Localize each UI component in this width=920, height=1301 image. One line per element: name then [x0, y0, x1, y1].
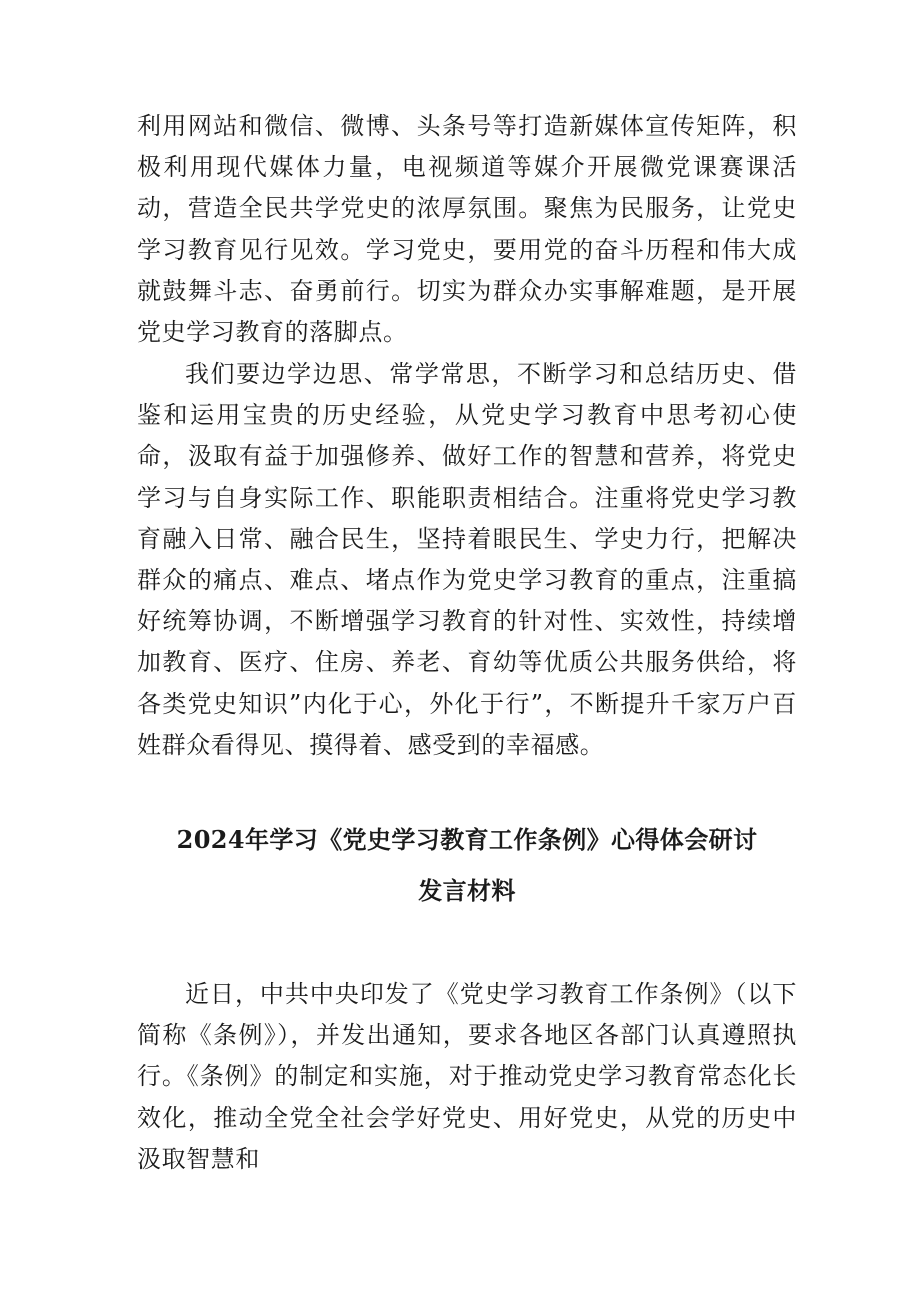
section-title-line-2: 发言材料 — [418, 876, 516, 905]
paragraph-1: 利用网站和微信、微博、头条号等打造新媒体宣传矩阵，积极利用现代媒体力量，电视频道等媒介开展微党课赛课活动，营造全民共学党史的浓厚氛围。聚焦为民服务，让党史学习教育见行见效。学习党史，要用党的奋斗历程和伟大成就鼓舞斗志、奋勇前行。切实为群众办实事解难题，是开展党史学习教育的落脚点。 — [137, 112, 797, 347]
paragraph-2: 我们要边学边思、常学常思，不断学习和总结历史、借鉴和运用宝贵的历史经验，从党史学习教育中思考初心使命，汲取有益于加强修养、做好工作的智慧和营养，将党史学习与自身实际工作、职能职责相结合。注重将党史学习教育融入日常、融合民生，坚持着眼民生、学史力行，把解决群众的痛点、难点、堵点作为党史学习教育的重点，注重搞好统筹协调，不断增强学习教育的针对性、实效性，持续增加教育、医疗、住房、养老、育幼等优质公共服务供给，将各类党史知识”内化于心，外化于行”，不断提升千家万户百姓群众看得见、摸得着、感受到的幸福感。 — [137, 360, 797, 759]
paragraph-3: 近日，中共中央印发了《党史学习教育工作条例》（以下简称《条例》），并发出通知，要求各地区各部门认真遵照执行。《条例》的制定和实施，对于推动党史学习教育常态化长效化，推动全党全社会学好党史、用好党史，从党的历史中汲取智慧和 — [137, 980, 797, 1173]
section-title — [137, 814, 797, 916]
section-title-line-1: 2024年学习《党史学习教育工作条例》心得体会研讨 — [176, 825, 758, 854]
